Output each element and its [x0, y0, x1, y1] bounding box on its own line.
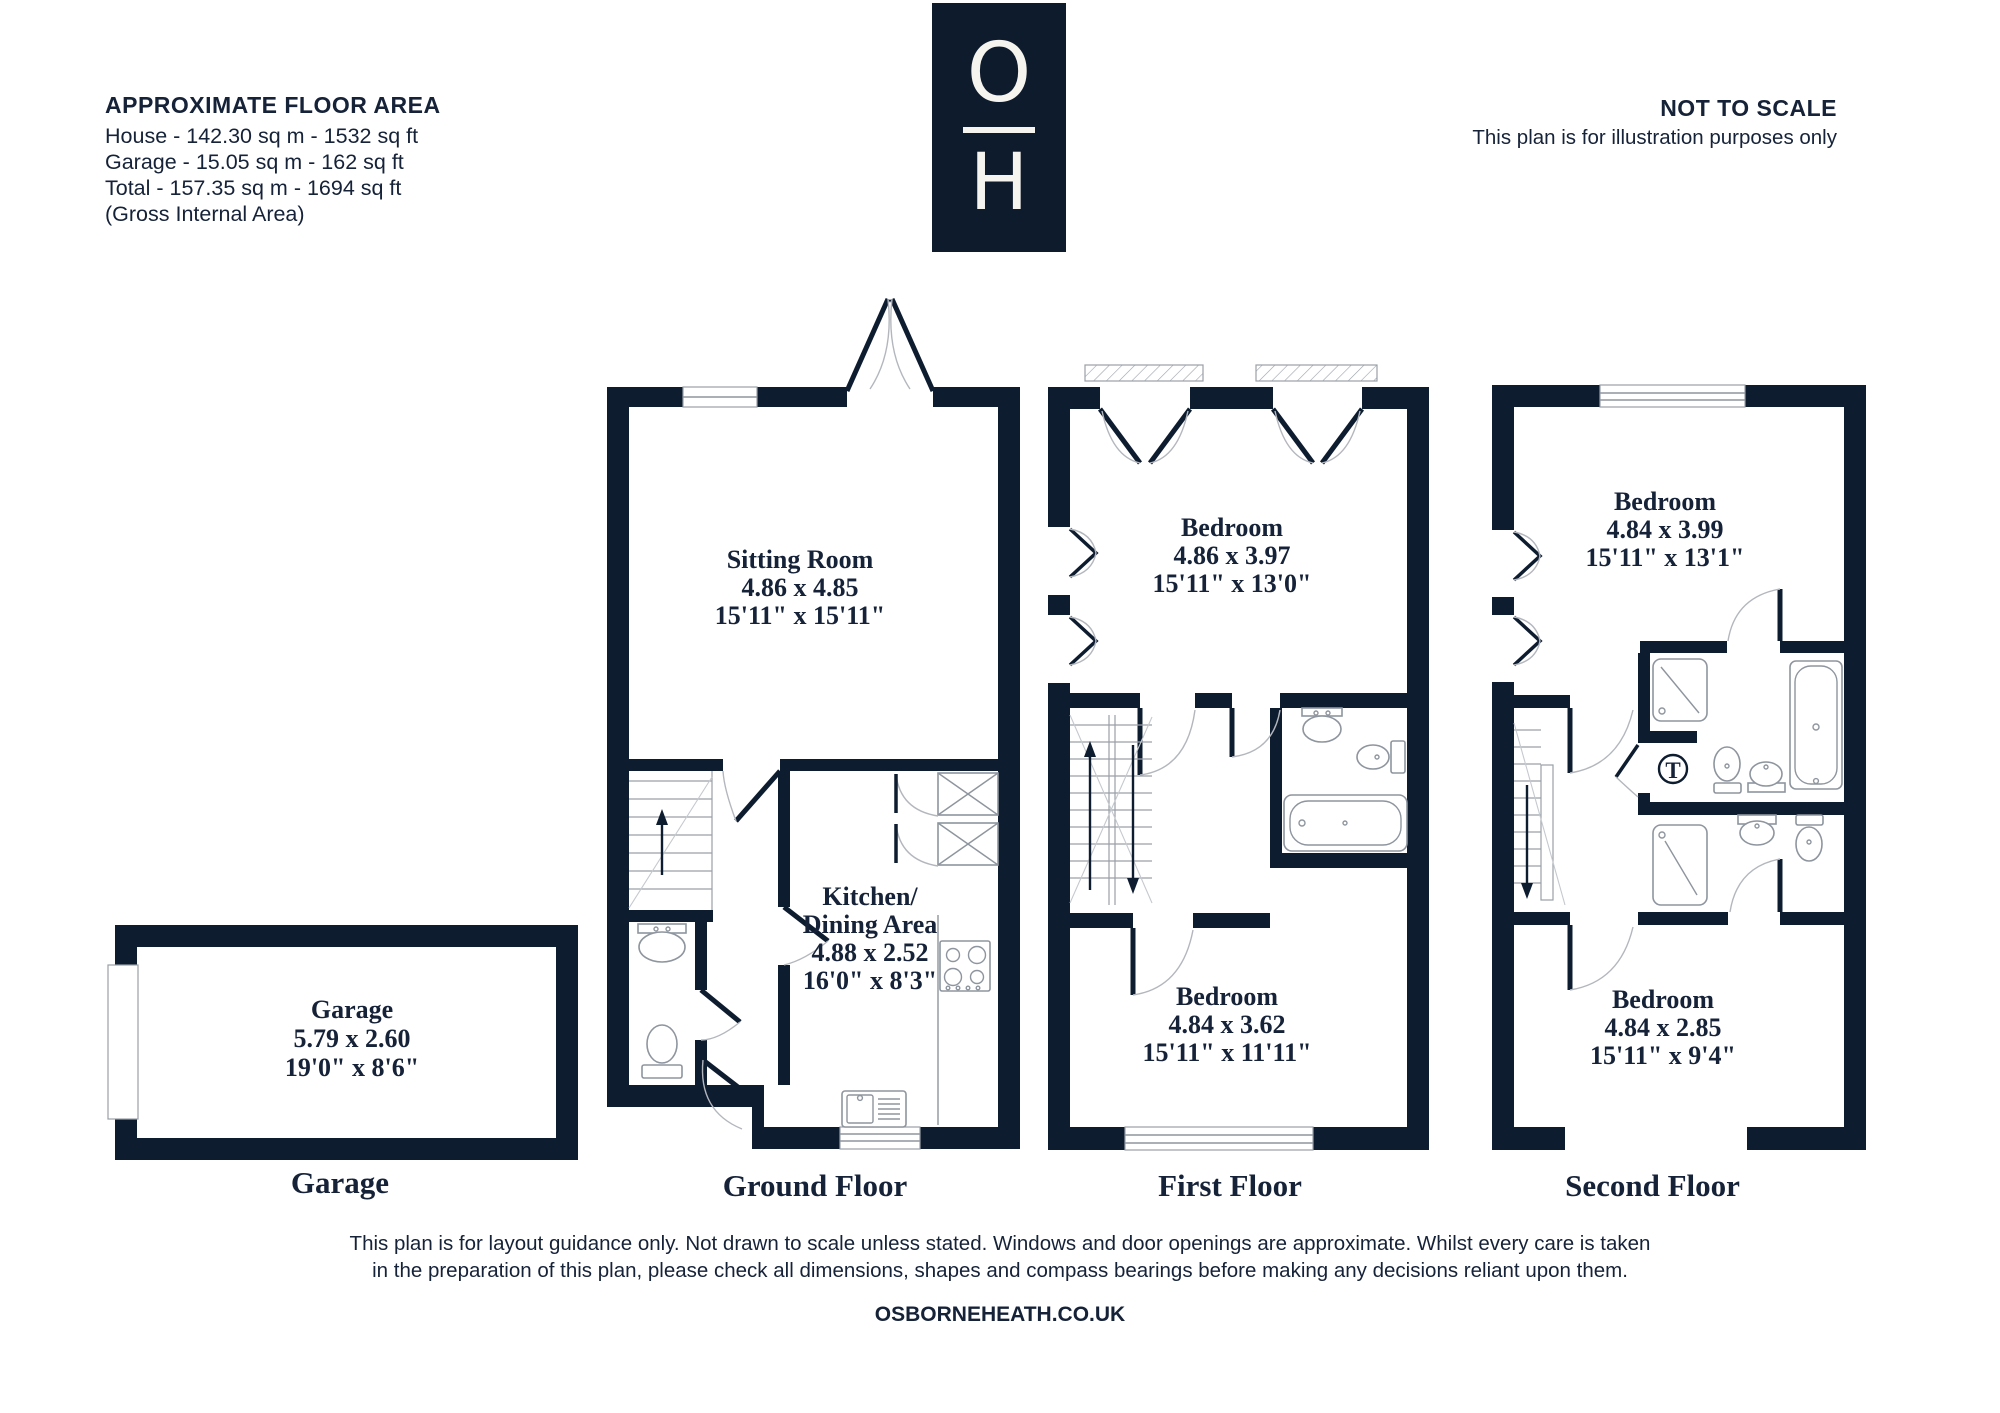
window-icon [683, 387, 757, 407]
cupboard-icon [896, 773, 998, 816]
floor-area-garage: Garage - 15.05 sq m - 162 sq ft [105, 150, 404, 174]
sitting-room-label [715, 545, 885, 630]
sitting-room-imperial: 15'11" x 15'11" [714, 601, 886, 630]
shower-icon [1653, 659, 1707, 721]
tank-letter: T [1665, 758, 1681, 783]
disclaimer-line-2: in the preparation of this plan, please check all dimensions, shapes and compass bearings before making any decisions reliant upon them. [372, 1259, 1628, 1282]
bedroom-label [1586, 487, 1745, 572]
juliet-balcony-icon [1256, 365, 1377, 381]
bedroom-label [1153, 513, 1312, 598]
door-icon [1728, 589, 1780, 641]
first-bedroom1-metric: 4.86 x 3.97 [1173, 541, 1291, 570]
first-bedroom1-imperial: 15'11" x 13'0" [1152, 569, 1312, 598]
sink-icon [1302, 708, 1342, 742]
kitchen-imperial: 16'0" x 8'3" [802, 966, 938, 995]
toilet-icon [1357, 741, 1405, 773]
bedroom-label [1590, 985, 1736, 1070]
second-bedroom1-name: Bedroom [1613, 487, 1717, 516]
second-floor-plan [1485, 345, 1880, 1165]
bedroom-label [1142, 982, 1311, 1067]
wardrobe-icon [1070, 529, 1096, 577]
stairs-icon [629, 771, 712, 910]
floor-area-title: APPROXIMATE FLOOR AREA [105, 92, 441, 118]
toilet-icon [1796, 815, 1823, 861]
garage-room-imperial: 19'0" x 8'6" [284, 1053, 420, 1082]
garage-door-icon [108, 965, 138, 1119]
door-icon [723, 771, 780, 821]
stairs-icon [1514, 723, 1565, 905]
second-bedroom1-imperial: 15'11" x 13'1" [1585, 543, 1745, 572]
illustration-note: This plan is for illustration purposes only [1472, 126, 1837, 149]
kitchen-label [803, 882, 938, 995]
first-floor-plan [1040, 345, 1440, 1165]
toilet-icon [642, 1025, 682, 1078]
window-icon [1600, 385, 1745, 407]
sink-icon [1748, 762, 1785, 792]
first-bedroom1-name: Bedroom [1180, 513, 1284, 542]
disclaimer-line-1: This plan is for layout guidance only. Not drawn to scale unless stated. Windows and door openings are approximate. Whilst every care is taken [349, 1232, 1651, 1255]
ground-floor-label: Ground Floor [722, 1168, 908, 1203]
logo-letter-h: H [969, 137, 1029, 228]
sitting-room-name: Sitting Room [726, 545, 874, 574]
wardrobe-icon [1514, 532, 1540, 580]
floor-area-gia: (Gross Internal Area) [105, 202, 305, 226]
second-bedroom2-metric: 4.84 x 2.85 [1604, 1013, 1722, 1042]
french-doors-icon [1273, 409, 1362, 463]
first-bedroom2-metric: 4.84 x 3.62 [1168, 1010, 1286, 1039]
first-floor-label: First Floor [1158, 1168, 1302, 1203]
bathtub-icon [1790, 661, 1842, 789]
osborne-heath-logo [932, 3, 1066, 252]
logo-letter-o: O [966, 25, 1032, 121]
tank-indicator [1659, 755, 1687, 783]
garage-plan [90, 915, 590, 1170]
door-icon [1616, 745, 1638, 797]
ground-floor-plan [600, 265, 1030, 1170]
logo-divider [963, 127, 1035, 133]
garage-room-metric: 5.79 x 2.60 [293, 1024, 411, 1053]
entrance-double-door-icon [847, 299, 933, 391]
sink-icon [1738, 815, 1776, 845]
second-bedroom2-imperial: 15'11" x 9'4" [1590, 1041, 1736, 1070]
door-icon [1730, 859, 1780, 912]
kitchen-sink-icon [842, 1091, 906, 1127]
sitting-room-metric: 4.86 x 4.85 [741, 573, 859, 602]
window-icon [840, 1127, 920, 1149]
website-link: OSBORNEHEATH.CO.UK [874, 1303, 1126, 1326]
juliet-balcony-icon [1085, 365, 1203, 381]
door-icon [701, 990, 740, 1040]
kitchen-metric: 4.88 x 2.52 [811, 938, 929, 967]
shower-icon [1653, 825, 1707, 905]
wardrobe-icon [1070, 617, 1096, 665]
first-bedroom2-name: Bedroom [1175, 982, 1279, 1011]
floor-area-house: House - 142.30 sq m - 1532 sq ft [105, 124, 419, 148]
scale-note [1472, 95, 1837, 150]
garage-floor-label: Garage [290, 1165, 390, 1200]
cupboard-icon [896, 823, 998, 866]
floor-area-total: Total - 157.35 sq m - 1694 sq ft [105, 176, 402, 200]
second-bedroom2-name: Bedroom [1611, 985, 1715, 1014]
floor-area-summary [105, 92, 441, 227]
door-icon [1570, 925, 1633, 990]
kitchen-name-1: Kitchen/ [822, 882, 918, 911]
window-icon [1125, 1127, 1313, 1150]
first-bedroom2-imperial: 15'11" x 11'11" [1142, 1038, 1312, 1067]
not-to-scale-title: NOT TO SCALE [1660, 95, 1837, 121]
second-bedroom1-metric: 4.84 x 3.99 [1606, 515, 1724, 544]
kitchen-name-2: Dining Area [802, 910, 938, 939]
second-floor-label: Second Floor [1565, 1168, 1740, 1203]
sink-icon [638, 924, 686, 962]
wardrobe-icon [1514, 617, 1540, 665]
toilet-icon [1714, 747, 1741, 793]
hob-icon [940, 941, 990, 991]
bathtub-icon [1284, 795, 1407, 851]
garage-room-name: Garage [310, 995, 394, 1024]
french-doors-icon [1100, 409, 1190, 463]
